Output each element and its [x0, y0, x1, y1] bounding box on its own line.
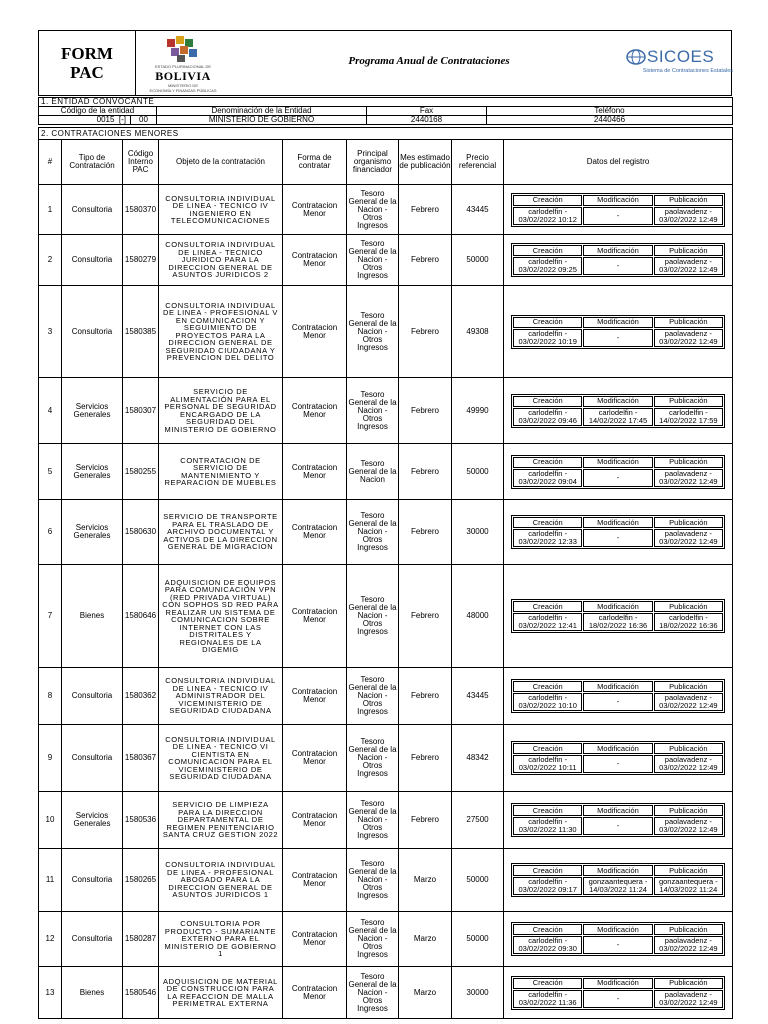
registro-creacion: carlodelfin - 03/02/2022 09:04 — [513, 469, 582, 487]
row-codigo: 1580287 — [123, 912, 159, 967]
row-num: 7 — [39, 565, 62, 668]
registro-publicacion-header: Publicación — [654, 517, 723, 528]
row-tipo: Consultoria — [62, 668, 123, 725]
row-organismo: Tesoro General de la Nacion - Otros Ingresos — [347, 565, 399, 668]
registro-box — [511, 803, 725, 837]
registro-publicacion: paolavadenz - 03/02/2022 12:49 — [654, 329, 723, 347]
registro-creacion-header: Creación — [513, 245, 582, 256]
registro-creacion-header: Creación — [513, 743, 582, 754]
registro-publicacion: paolavadenz - 03/02/2022 12:49 — [654, 755, 723, 773]
entidad-fax: 2440168 — [367, 116, 487, 125]
table-row — [39, 378, 733, 444]
ministry-emblem-icon — [165, 35, 201, 63]
row-objeto: CONSULTORIA INDIVIDUAL DE LINEA - TECNICO IV ADMINISTRADOR DEL VICEMINISTERIO DE SEGURIDAD CIUDADANA — [159, 668, 283, 725]
row-objeto: ADQUISICION DE EQUIPOS PARA COMUNICACION VPN (RED PRIVADA VIRTUAL) CON SOPHOS SD RED PARA REALIZAR UN SISTEMA DE COMUNICACION SOBRE INTERNET CON LAS DISTRITALES Y REGIONALES DE LA DIGEMIG — [159, 565, 283, 668]
sicoes-brand: SICOES — [647, 47, 715, 66]
registro-modificacion: - — [583, 817, 652, 835]
registro-publicacion: paolavadenz - 03/02/2022 12:49 — [654, 936, 723, 954]
row-objeto: CONSULTORIA INDIVIDUAL DE LINEA - TECNICO JURIDICO PARA LA DIRECCION GENERAL DE ASUNTOS JURIDICOS 2 — [159, 235, 283, 286]
registro-modificacion-header: Modificación — [583, 805, 652, 816]
row-forma: Contratacion Menor — [283, 185, 347, 235]
row-objeto: CONSULTORIA INDIVIDUAL DE LINEA - TECNICO IV INGENIERO EN TELECOMUNICACIONES — [159, 185, 283, 235]
row-forma: Contratacion Menor — [283, 378, 347, 444]
row-registro — [504, 286, 733, 378]
registro-modificacion-header: Modificación — [583, 245, 652, 256]
registro-modificacion-header: Modificación — [583, 457, 652, 468]
registro-publicacion: paolavadenz - 03/02/2022 12:49 — [654, 469, 723, 487]
row-tipo: Consultoria — [62, 849, 123, 912]
registro-creacion-header: Creación — [513, 978, 582, 989]
form-pac-label — [39, 31, 136, 95]
row-num: 3 — [39, 286, 62, 378]
registro-modificacion: gonzaantequera - 14/03/2022 11:24 — [583, 877, 652, 895]
registro-creacion-header: Creación — [513, 805, 582, 816]
row-forma: Contratacion Menor — [283, 967, 347, 1019]
entidad-telefono: 2440466 — [487, 116, 733, 125]
row-precio: 49990 — [452, 378, 504, 444]
registro-box — [511, 455, 725, 489]
row-precio: 50000 — [452, 912, 504, 967]
row-mes: Febrero — [399, 235, 452, 286]
row-precio: 50000 — [452, 849, 504, 912]
row-organismo: Tesoro General de la Nacion - Otros Ingresos — [347, 235, 399, 286]
row-registro — [504, 185, 733, 235]
registro-modificacion: - — [583, 529, 652, 547]
col-tipo: Tipo de Contratación — [62, 140, 123, 185]
row-tipo: Consultoria — [62, 912, 123, 967]
registro-modificacion-header: Modificación — [583, 865, 652, 876]
row-organismo: Tesoro General de la Nacion - Otros Ingresos — [347, 912, 399, 967]
row-mes: Marzo — [399, 849, 452, 912]
registro-creacion: carlodelfin - 03/02/2022 12:41 — [513, 613, 582, 631]
bolivia-name: BOLIVIA — [155, 69, 211, 83]
row-codigo: 1580279 — [123, 235, 159, 286]
col-forma: Forma de contratar — [283, 140, 347, 185]
registro-publicacion-header: Publicación — [654, 681, 723, 692]
row-codigo: 1580536 — [123, 792, 159, 849]
row-precio: 50000 — [452, 444, 504, 500]
row-objeto: CONTRATACION DE SERVICIO DE MANTENIMIENTO Y REPARACION DE MUEBLES — [159, 444, 283, 500]
row-num: 4 — [39, 378, 62, 444]
registro-modificacion: - — [583, 207, 652, 225]
row-registro — [504, 668, 733, 725]
registro-creacion: carlodelfin - 03/02/2022 09:25 — [513, 257, 582, 275]
pac-label: PAC — [70, 63, 104, 82]
row-precio: 48000 — [452, 565, 504, 668]
sicoes-globe-icon — [625, 47, 647, 67]
col-telefono: Teléfono — [487, 107, 733, 116]
registro-creacion: carlodelfin - 03/02/2022 10:12 — [513, 207, 582, 225]
registro-publicacion-header: Publicación — [654, 457, 723, 468]
col-objeto: Objeto de la contratación — [159, 140, 283, 185]
registro-modificacion-header: Modificación — [583, 924, 652, 935]
registro-creacion-header: Creación — [513, 517, 582, 528]
col-organismo: Principal organismo financiador — [347, 140, 399, 185]
registro-publicacion: paolavadenz - 03/02/2022 12:49 — [654, 693, 723, 711]
row-mes: Marzo — [399, 967, 452, 1019]
row-forma: Contratacion Menor — [283, 286, 347, 378]
registro-creacion: carlodelfin - 03/02/2022 10:19 — [513, 329, 582, 347]
registro-modificacion-header: Modificación — [583, 396, 652, 407]
registro-publicacion-header: Publicación — [654, 245, 723, 256]
row-codigo: 1580370 — [123, 185, 159, 235]
table-row — [39, 967, 733, 1019]
registro-publicacion-header: Publicación — [654, 978, 723, 989]
table-row — [39, 500, 733, 565]
registro-box — [511, 922, 725, 956]
row-num: 6 — [39, 500, 62, 565]
row-mes: Febrero — [399, 444, 452, 500]
document-header — [38, 30, 732, 96]
row-codigo: 1580255 — [123, 444, 159, 500]
row-num: 10 — [39, 792, 62, 849]
registro-modificacion-header: Modificación — [583, 317, 652, 328]
row-mes: Febrero — [399, 725, 452, 792]
row-codigo: 1580362 — [123, 668, 159, 725]
registro-box — [511, 741, 725, 775]
col-registro: Datos del registro — [504, 140, 733, 185]
row-precio: 43445 — [452, 668, 504, 725]
ministry-line-1: MINISTERIO DE — [167, 83, 198, 88]
row-objeto: SERVICIO DE ALIMENTACIÓN PARA EL PERSONAL DE SEGURIDAD ENCARGADO DE LA SEGURIDAD DEL MINISTERIO DE GOBIERNO — [159, 378, 283, 444]
row-tipo: Servicios Generales — [62, 792, 123, 849]
row-objeto: CONSULTORIA INDIVIDUAL DE LINEA - TECNICO VI CIENTISTA EN COMUNICACION PARA EL VICEMINISTERIO DE SEGURIDAD CIUDADANA — [159, 725, 283, 792]
registro-publicacion-header: Publicación — [654, 195, 723, 206]
sicoes-logo — [625, 45, 733, 85]
row-organismo: Tesoro General de la Nacion - Otros Ingresos — [347, 286, 399, 378]
row-precio: 30000 — [452, 500, 504, 565]
ministry-line-2: ECONOMÍA Y FINANZAS PÚBLICAS — [149, 88, 217, 93]
row-precio: 30000 — [452, 967, 504, 1019]
row-forma: Contratacion Menor — [283, 668, 347, 725]
row-codigo: 1580307 — [123, 378, 159, 444]
table-row — [39, 792, 733, 849]
row-mes: Febrero — [399, 185, 452, 235]
col-mes: Mes estimado de publicación — [399, 140, 452, 185]
row-organismo: Tesoro General de la Nacion - Otros Ingresos — [347, 967, 399, 1019]
page-title: Programa Anual de Contrataciones — [348, 55, 510, 67]
registro-creacion: carlodelfin - 03/02/2022 09:46 — [513, 408, 582, 426]
registro-publicacion: gonzaantequera - 14/03/2022 11:24 — [654, 877, 723, 895]
row-codigo: 1580546 — [123, 967, 159, 1019]
row-tipo: Consultoria — [62, 235, 123, 286]
row-registro — [504, 444, 733, 500]
row-forma: Contratacion Menor — [283, 849, 347, 912]
row-mes: Febrero — [399, 378, 452, 444]
row-objeto: SERVICIO DE LIMPIEZA PARA LA DIRECCION DEPARTAMENTAL DE REGIMEN PENITENCIARIO SANTA CRUZ GESTION 2022 — [159, 792, 283, 849]
col-codigo: Código Interno PAC — [123, 140, 159, 185]
registro-publicacion-header: Publicación — [654, 396, 723, 407]
registro-modificacion: - — [583, 990, 652, 1008]
table-row — [39, 235, 733, 286]
registro-box — [511, 394, 725, 428]
entidad-codigo-2: 00 — [131, 116, 157, 125]
row-codigo: 1580646 — [123, 565, 159, 668]
registro-creacion: carlodelfin - 03/02/2022 10:10 — [513, 693, 582, 711]
form-label: FORM — [61, 44, 113, 63]
row-codigo: 1580385 — [123, 286, 159, 378]
row-num: 1 — [39, 185, 62, 235]
registro-modificacion: carlodelfin - 18/02/2022 16:36 — [583, 613, 652, 631]
row-forma: Contratacion Menor — [283, 792, 347, 849]
table-row — [39, 565, 733, 668]
row-registro — [504, 792, 733, 849]
row-num: 11 — [39, 849, 62, 912]
registro-creacion-header: Creación — [513, 317, 582, 328]
registro-modificacion: - — [583, 257, 652, 275]
sicoes-subtitle: Sistema de Contrataciones Estatales — [642, 68, 733, 74]
registro-box — [511, 315, 725, 349]
registro-modificacion-header: Modificación — [583, 195, 652, 206]
table-row — [39, 185, 733, 235]
registro-publicacion: paolavadenz - 03/02/2022 12:49 — [654, 529, 723, 547]
row-precio: 49308 — [452, 286, 504, 378]
row-forma: Contratacion Menor — [283, 565, 347, 668]
registro-creacion: carlodelfin - 03/02/2022 09:17 — [513, 877, 582, 895]
row-forma: Contratacion Menor — [283, 912, 347, 967]
registro-creacion: carlodelfin - 03/02/2022 11:30 — [513, 817, 582, 835]
registro-publicacion-header: Publicación — [654, 317, 723, 328]
registro-publicacion: paolavadenz - 03/02/2022 12:49 — [654, 817, 723, 835]
row-objeto: ADQUISICION DE MATERIAL DE CONSTRUCCION PARA LA REFACCION DE MALLA PERIMETRAL EXTERNA — [159, 967, 283, 1019]
row-forma: Contratacion Menor — [283, 235, 347, 286]
row-num: 5 — [39, 444, 62, 500]
row-mes: Febrero — [399, 668, 452, 725]
row-mes: Febrero — [399, 792, 452, 849]
row-codigo: 1580367 — [123, 725, 159, 792]
registro-creacion-header: Creación — [513, 681, 582, 692]
entidad-denominacion: MINISTERIO DE GOBIERNO — [157, 116, 367, 125]
registro-publicacion-header: Publicación — [654, 865, 723, 876]
row-registro — [504, 912, 733, 967]
row-tipo: Servicios Generales — [62, 500, 123, 565]
row-tipo: Bienes — [62, 967, 123, 1019]
registro-modificacion-header: Modificación — [583, 681, 652, 692]
registro-modificacion: carlodelfin - 14/02/2022 17:45 — [583, 408, 652, 426]
registro-modificacion: - — [583, 469, 652, 487]
row-tipo: Consultoria — [62, 725, 123, 792]
row-registro — [504, 235, 733, 286]
table-row — [39, 668, 733, 725]
registro-box — [511, 193, 725, 227]
row-mes: Febrero — [399, 565, 452, 668]
col-codigo-entidad: Código de la entidad — [39, 107, 157, 116]
table-row — [39, 912, 733, 967]
row-tipo: Bienes — [62, 565, 123, 668]
registro-publicacion: paolavadenz - 03/02/2022 12:49 — [654, 990, 723, 1008]
row-objeto: CONSULTORIA POR PRODUCTO - SUMARIANTE EXTERNO PARA EL MINISTERIO DE GOBIERNO 1 — [159, 912, 283, 967]
registro-box — [511, 599, 725, 633]
registro-creacion: carlodelfin - 03/02/2022 11:36 — [513, 990, 582, 1008]
registro-creacion-header: Creación — [513, 195, 582, 206]
row-forma: Contratacion Menor — [283, 725, 347, 792]
row-organismo: Tesoro General de la Nacion - Otros Ingresos — [347, 725, 399, 792]
table-row — [39, 725, 733, 792]
registro-publicacion: paolavadenz - 03/02/2022 12:49 — [654, 257, 723, 275]
row-precio: 27500 — [452, 792, 504, 849]
row-forma: Contratacion Menor — [283, 444, 347, 500]
registro-modificacion: - — [583, 936, 652, 954]
bolivia-state-text: ESTADO PLURINACIONAL DE — [154, 64, 211, 69]
registro-box — [511, 863, 725, 897]
row-organismo: Tesoro General de la Nacion — [347, 444, 399, 500]
registro-creacion-header: Creación — [513, 924, 582, 935]
col-num: # — [39, 140, 62, 185]
row-mes: Febrero — [399, 500, 452, 565]
contrataciones-section-title: 2. CONTRATACIONES MENORES — [39, 128, 733, 140]
registro-creacion: carlodelfin - 03/02/2022 10:11 — [513, 755, 582, 773]
registro-modificacion: - — [583, 693, 652, 711]
row-objeto: CONSULTORIA INDIVIDUAL DE LINEA - PROFESIONAL V EN COMUNICACION Y SEGUIMIENTO DE PROYECTOS PARA LA DIRECCION GENERAL DE SEGURIDAD CIUDADANA Y PREVENCION DEL DELITO — [159, 286, 283, 378]
row-organismo: Tesoro General de la Nacion - Otros Ingresos — [347, 185, 399, 235]
registro-creacion: carlodelfin - 03/02/2022 12:33 — [513, 529, 582, 547]
row-registro — [504, 849, 733, 912]
row-organismo: Tesoro General de la Nacion - Otros Ingresos — [347, 500, 399, 565]
entidad-table — [38, 97, 733, 125]
row-num: 9 — [39, 725, 62, 792]
contrataciones-table — [38, 127, 733, 1019]
registro-publicacion: carlodelfin - 18/02/2022 16:36 — [654, 613, 723, 631]
row-mes: Febrero — [399, 286, 452, 378]
registro-publicacion-header: Publicación — [654, 805, 723, 816]
col-fax: Fax — [367, 107, 487, 116]
registro-publicacion-header: Publicación — [654, 743, 723, 754]
row-registro — [504, 967, 733, 1019]
row-precio: 48342 — [452, 725, 504, 792]
entidad-codigo: 0015 [-] — [39, 116, 131, 125]
row-objeto: SERVICIO DE TRANSPORTE PARA EL TRASLADO DE ARCHIVO DOCUMENTAL Y ACTIVOS DE LA DIRECCION GENERAL DE MIGRACION — [159, 500, 283, 565]
row-organismo: Tesoro General de la Nacion - Otros Ingresos — [347, 668, 399, 725]
row-registro — [504, 725, 733, 792]
registro-modificacion: - — [583, 755, 652, 773]
row-mes: Marzo — [399, 912, 452, 967]
registro-publicacion-header: Publicación — [654, 601, 723, 612]
registro-publicacion: carlodelfin - 14/02/2022 17:59 — [654, 408, 723, 426]
row-organismo: Tesoro General de la Nacion - Otros Ingresos — [347, 849, 399, 912]
row-codigo: 1580265 — [123, 849, 159, 912]
col-precio: Precio referencial — [452, 140, 504, 185]
row-precio: 43445 — [452, 185, 504, 235]
row-tipo: Consultoria — [62, 286, 123, 378]
table-row — [39, 849, 733, 912]
row-num: 8 — [39, 668, 62, 725]
registro-publicacion-header: Publicación — [654, 924, 723, 935]
row-tipo: Consultoria — [62, 185, 123, 235]
row-organismo: Tesoro General de la Nacion - Otros Ingresos — [347, 792, 399, 849]
registro-creacion-header: Creación — [513, 396, 582, 407]
row-registro — [504, 378, 733, 444]
row-tipo: Servicios Generales — [62, 378, 123, 444]
row-tipo: Servicios Generales — [62, 444, 123, 500]
row-num: 2 — [39, 235, 62, 286]
registro-creacion: carlodelfin - 03/02/2022 09:30 — [513, 936, 582, 954]
col-denominacion: Denominación de la Entidad — [157, 107, 367, 116]
row-organismo: Tesoro General de la Nacion - Otros Ingresos — [347, 378, 399, 444]
row-codigo: 1580630 — [123, 500, 159, 565]
registro-box — [511, 679, 725, 713]
row-precio: 50000 — [452, 235, 504, 286]
registro-modificacion-header: Modificación — [583, 743, 652, 754]
registro-modificacion-header: Modificación — [583, 517, 652, 528]
registro-creacion-header: Creación — [513, 865, 582, 876]
registro-publicacion: paolavadenz - 03/02/2022 12:49 — [654, 207, 723, 225]
row-num: 12 — [39, 912, 62, 967]
registro-modificacion-header: Modificación — [583, 601, 652, 612]
registro-modificacion-header: Modificación — [583, 978, 652, 989]
row-objeto: CONSULTORIA INDIVIDUAL DE LINEA - PROFESIONAL ABOGADO PARA LA DIRECCION GENERAL DE ASUNTOS JURIDICOS 1 — [159, 849, 283, 912]
registro-modificacion: - — [583, 329, 652, 347]
row-forma: Contratacion Menor — [283, 500, 347, 565]
registro-box — [511, 243, 725, 277]
registro-creacion-header: Creación — [513, 601, 582, 612]
bolivia-logo — [143, 35, 223, 93]
table-row — [39, 444, 733, 500]
registro-creacion-header: Creación — [513, 457, 582, 468]
row-registro — [504, 565, 733, 668]
entidad-section-title: 1. ENTIDAD CONVOCANTE — [39, 98, 733, 107]
row-registro — [504, 500, 733, 565]
registro-box — [511, 976, 725, 1010]
registro-box — [511, 515, 725, 549]
row-num: 13 — [39, 967, 62, 1019]
table-row — [39, 286, 733, 378]
